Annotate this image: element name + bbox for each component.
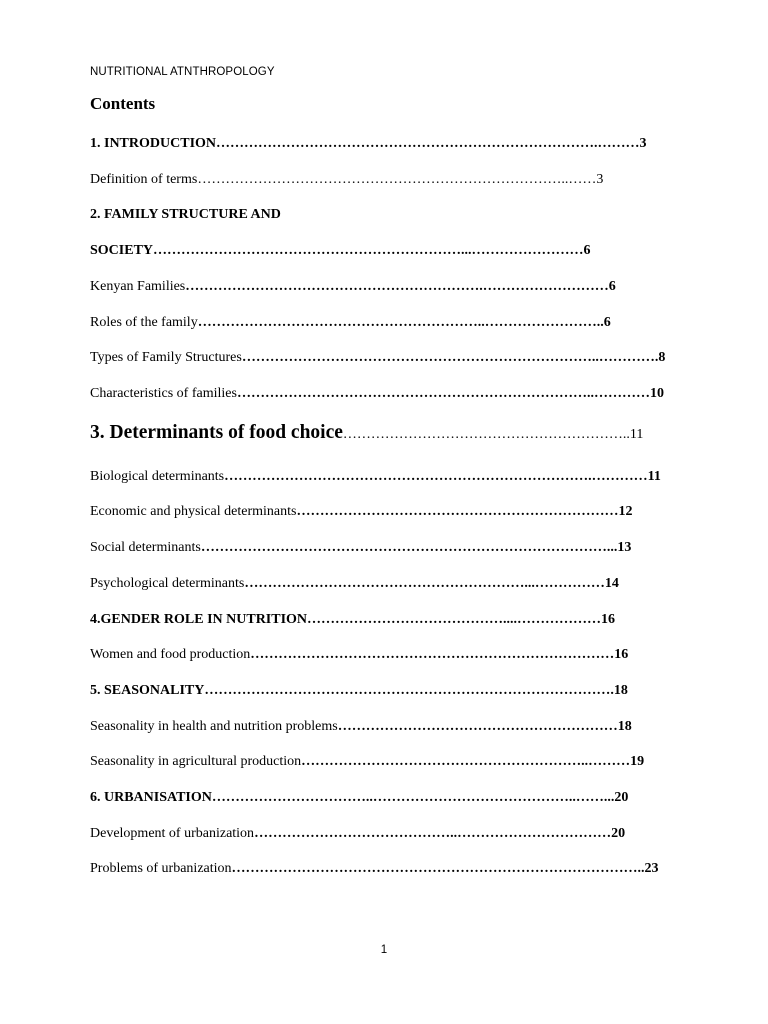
toc-leader-dots: ……………………………………………………..…………………….. — [197, 315, 604, 330]
toc-leader-dots: …………………………………………………………………..…………. — [241, 350, 659, 365]
toc-page-number: 11 — [647, 469, 661, 484]
toc-entry-characteristics-of-families[interactable] — [90, 384, 664, 404]
toc-page-number: 14 — [604, 576, 619, 591]
toc-entry-label: Seasonality in health and nutrition problems — [90, 719, 338, 734]
toc-leader-dots: ……………………………………………………………………………. — [204, 683, 614, 698]
toc-page-number: 18 — [613, 683, 628, 698]
toc-page-number: 20 — [614, 790, 629, 805]
toc-leader-dots: …………………………………………………………………….………… — [224, 469, 648, 484]
toc-entry-seasonality-health-nutrition[interactable] — [90, 717, 632, 737]
toc-entry-roles-of-family[interactable] — [90, 313, 611, 333]
toc-page-number: 16 — [601, 612, 616, 627]
toc-page-number: 19 — [630, 754, 645, 769]
toc-entry-label: Seasonality in agricultural production — [90, 754, 302, 769]
toc-leader-dots: …………………………………………………………… — [296, 504, 619, 519]
toc-page-number: 6 — [608, 279, 616, 294]
toc-page-number: 8 — [658, 350, 666, 365]
toc-page-number: 13 — [617, 540, 632, 555]
toc-page-number: 6 — [583, 243, 591, 258]
toc-entry-label: Roles of the family — [90, 315, 198, 330]
toc-entry-label: 2. FAMILY STRUCTURE AND — [90, 207, 281, 222]
toc-leader-dots: ……………………………..……………………………………..……... — [211, 790, 615, 805]
toc-page-number: 20 — [611, 826, 626, 841]
toc-entry-label: Problems of urbanization — [90, 861, 232, 876]
toc-page-number: 6 — [603, 315, 611, 330]
toc-entry-family-structure[interactable] — [90, 205, 281, 225]
toc-entry-psychological-determinants[interactable] — [90, 574, 619, 594]
toc-entry-kenyan-families[interactable] — [90, 277, 616, 297]
toc-entry-problems-of-urbanization[interactable] — [90, 859, 659, 879]
toc-leader-dots: ……………………………………………………..……… — [301, 754, 631, 769]
toc-leader-dots: ……………………………………………………………………….……… — [216, 136, 640, 151]
toc-leader-dots: ……………………………………....……………… — [307, 612, 602, 627]
toc-entry-definition-of-terms[interactable] — [90, 170, 603, 190]
toc-entry-label: Types of Family Structures — [90, 350, 242, 365]
toc-entry-seasonality[interactable] — [90, 681, 628, 701]
toc-entry-label: Economic and physical determinants — [90, 504, 297, 519]
toc-entry-label: Development of urbanization — [90, 826, 255, 841]
toc-leader-dots: …………………………………………………………………..………… — [236, 386, 650, 401]
toc-leader-dots: …………………………………………………………………… — [250, 647, 615, 662]
toc-entry-women-and-food-production[interactable] — [90, 645, 628, 665]
toc-entry-label: 3. Determinants of food choice — [90, 422, 343, 443]
toc-entry-economic-physical-determinants[interactable] — [90, 502, 632, 522]
page-number-footer: 1 — [380, 944, 388, 956]
toc-page-number: 16 — [614, 647, 629, 662]
toc-page-number: 11 — [629, 427, 644, 442]
toc-page-number: 18 — [617, 719, 632, 734]
toc-leader-dots: …………………………………………………….. — [342, 427, 630, 442]
toc-entry-urbanisation[interactable] — [90, 788, 628, 808]
toc-entry-label: 1. INTRODUCTION — [90, 136, 217, 151]
toc-leader-dots: ……………………………………………………….……………………… — [185, 279, 609, 294]
toc-page-number: 3 — [639, 136, 647, 151]
toc-page-number: 3 — [596, 172, 604, 187]
toc-entry-society[interactable] — [90, 241, 591, 261]
toc-entry-label: Social determinants — [90, 540, 201, 555]
toc-entry-determinants-of-food-choice[interactable] — [90, 419, 643, 447]
toc-leader-dots: ……………………………………..…………………………… — [254, 826, 612, 841]
toc-entry-introduction[interactable] — [90, 134, 647, 154]
toc-leader-dots: ……………………………………………………………………………... — [200, 540, 618, 555]
toc-leader-dots: …………………………………………………………...…………………… — [153, 243, 584, 258]
toc-entry-label: SOCIETY — [90, 243, 154, 258]
toc-leader-dots: …………………………………………………………………………….. — [231, 861, 645, 876]
toc-entry-label: Women and food production — [90, 647, 251, 662]
toc-entry-label: 6. URBANISATION — [90, 790, 212, 805]
toc-entry-label: Characteristics of families — [90, 386, 237, 401]
toc-leader-dots: …………………………………………………… — [337, 719, 618, 734]
toc-leader-dots: ……………………………………………………...…………… — [244, 576, 605, 591]
toc-page-number: 23 — [644, 861, 659, 876]
toc-entry-label: Definition of terms — [90, 172, 198, 187]
contents-heading: Contents — [90, 94, 156, 113]
toc-entry-label: 4.GENDER ROLE IN NUTRITION — [90, 612, 308, 627]
toc-entry-seasonality-agricultural-production[interactable] — [90, 752, 644, 772]
toc-entry-types-of-family-structures[interactable] — [90, 348, 665, 368]
toc-entry-label: Psychological determinants — [90, 576, 245, 591]
toc-entry-label: 5. SEASONALITY — [90, 683, 205, 698]
toc-entry-social-determinants[interactable] — [90, 538, 631, 558]
toc-page-number: 12 — [618, 504, 633, 519]
toc-page-number: 10 — [649, 386, 664, 401]
toc-entry-development-of-urbanization[interactable] — [90, 824, 625, 844]
toc-leader-dots: ……………………………………………………………………..…… — [197, 172, 597, 187]
toc-entry-label: Kenyan Families — [90, 279, 186, 294]
toc-entry-label: Biological determinants — [90, 469, 225, 484]
running-header: NUTRITIONAL ATNTHROPOLOGY — [90, 66, 275, 78]
toc-entry-gender-role-in-nutrition[interactable] — [90, 610, 615, 630]
toc-entry-biological-determinants[interactable] — [90, 467, 661, 487]
